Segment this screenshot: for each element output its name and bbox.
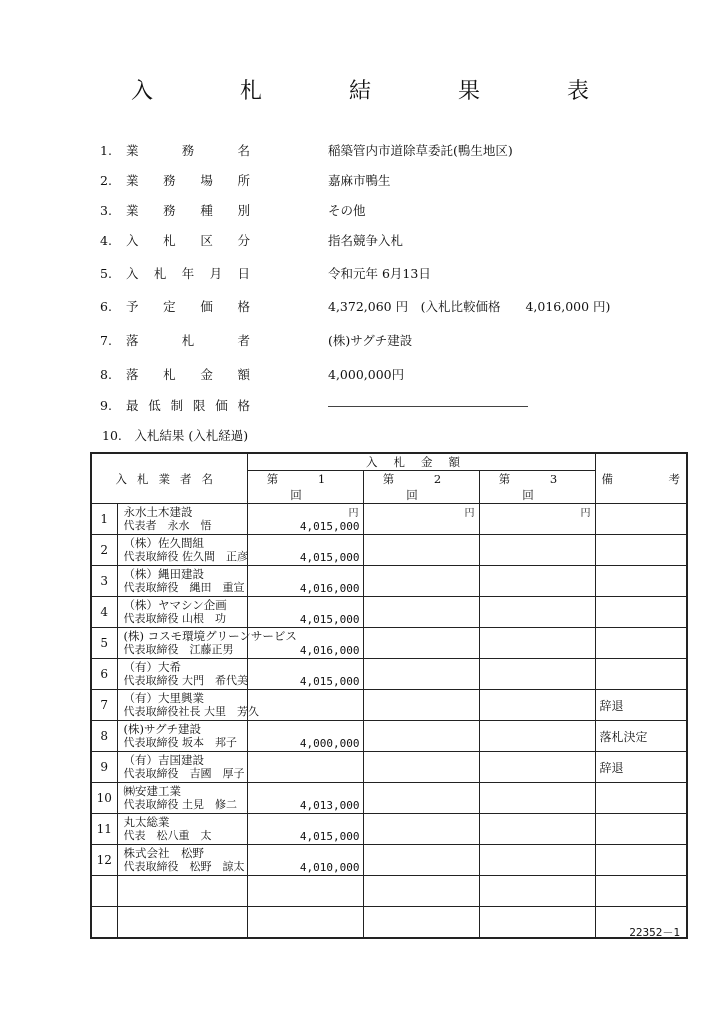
empty-cell [479, 907, 595, 939]
company-name: （株）縄田建設 [123, 567, 204, 581]
header-note: 備考 [595, 453, 687, 504]
result-table-body [91, 504, 687, 939]
note-cell [595, 504, 687, 535]
amount-cell-round-3 [479, 566, 595, 597]
representative: 代表者 永水 悟 [123, 519, 212, 532]
table-row [91, 752, 687, 783]
representative: 代表取締役 大門 希代美 [123, 674, 248, 687]
info-number: 2. [100, 173, 112, 188]
representative: 代表取締役 坂本 邦子 [123, 736, 237, 749]
amount-cell-round-3 [479, 814, 595, 845]
info-number: 6. [100, 299, 112, 314]
empty-cell [363, 907, 479, 939]
info-label-text: 業務種別 [126, 203, 250, 218]
empty-cell [91, 876, 117, 907]
info-label [100, 170, 300, 192]
header-bidder-name: 入札業者名 [91, 453, 247, 504]
bid-amount: 4,015,000 [299, 551, 360, 564]
result-table [90, 452, 688, 939]
bidder-cell [117, 659, 247, 690]
header-round-3: 第 3 回 [479, 471, 595, 504]
info-label-text: 最低制限価格 [126, 398, 250, 413]
company-name: （株）ヤマシン企画 [123, 598, 227, 612]
amount-cell-round-1 [247, 814, 363, 845]
representative: 代表取締役 縄田 重宣 [123, 581, 245, 594]
empty-cell [91, 907, 117, 939]
table-row [91, 535, 687, 566]
amount-cell-round-2 [363, 628, 479, 659]
company-name: （有）大希 [123, 660, 181, 674]
page-title: 入 札 結 果 表 [131, 79, 629, 104]
header-round-2: 第 2 回 [363, 471, 479, 504]
empty-row [91, 907, 687, 939]
info-row [100, 230, 700, 252]
bidder-cell [117, 752, 247, 783]
info-number: 1. [100, 143, 112, 158]
info-number: 9. [100, 398, 112, 413]
amount-cell-round-3 [479, 845, 595, 876]
table-row [91, 845, 687, 876]
info-value: (株)サグチ建設 [328, 333, 413, 348]
company-name: （株）佐久間組 [123, 536, 204, 550]
info-label [100, 330, 300, 352]
representative: 代表取締役 江藤正男 [123, 643, 234, 656]
row-number: 4 [91, 597, 117, 628]
yen-label: 円 [580, 508, 591, 519]
representative: 代表取締役 吉國 厚子 [123, 767, 245, 780]
bid-amount: 4,013,000 [299, 799, 360, 812]
table-row [91, 597, 687, 628]
row-number: 12 [91, 845, 117, 876]
header-bid-amount: 入札金額 [247, 453, 595, 471]
table-row [91, 783, 687, 814]
info-row [100, 140, 700, 162]
row-number: 7 [91, 690, 117, 721]
representative: 代表取締役 松野 諒太 [123, 860, 245, 873]
company-name: 株式会社 松野 [123, 846, 204, 860]
representative: 代表取締役社長 大里 芳久 [123, 705, 259, 718]
amount-cell-round-3 [479, 535, 595, 566]
bidder-cell [117, 845, 247, 876]
info-number: 3. [100, 203, 112, 218]
row-number: 5 [91, 628, 117, 659]
info-value: 指名競争入札 [328, 233, 404, 248]
bidder-cell [117, 566, 247, 597]
empty-cell [117, 907, 247, 939]
table-row [91, 628, 687, 659]
empty-cell [479, 876, 595, 907]
company-name: （有）大里興業 [123, 691, 204, 705]
amount-cell-round-3 [479, 690, 595, 721]
info-number: 7. [100, 333, 112, 348]
note-cell [595, 628, 687, 659]
table-row [91, 721, 687, 752]
amount-cell-round-3 [479, 721, 595, 752]
note-cell [595, 535, 687, 566]
results-label: 10. 入札結果 (入札経過) [102, 428, 249, 443]
bid-amount: 4,010,000 [299, 861, 360, 874]
amount-cell-round-2 [363, 504, 479, 535]
info-value: ―――――――――――――――― [328, 398, 528, 413]
info-label-text: 業務場所 [126, 173, 250, 188]
amount-cell-round-3 [479, 659, 595, 690]
amount-cell-round-2 [363, 535, 479, 566]
bidder-cell [117, 628, 297, 659]
bidder-cell [117, 690, 259, 721]
bid-amount: 4,015,000 [299, 830, 360, 843]
amount-cell-round-3 [479, 597, 595, 628]
bidder-cell [117, 504, 247, 535]
bid-amount: 4,000,000 [299, 737, 360, 750]
info-label [100, 200, 300, 222]
amount-cell-round-2 [363, 659, 479, 690]
info-label-text: 落札金額 [126, 367, 250, 382]
company-name: 永水土木建設 [123, 505, 193, 519]
row-number: 10 [91, 783, 117, 814]
table-row [91, 814, 687, 845]
amount-cell-round-2 [363, 814, 479, 845]
amount-cell-round-2 [363, 566, 479, 597]
table-row [91, 659, 687, 690]
amount-cell-round-1 [247, 504, 363, 535]
bidder-cell [117, 535, 247, 566]
header-round-1: 第 1 回 [247, 471, 363, 504]
info-row [100, 170, 700, 192]
info-number: 8. [100, 367, 112, 382]
note-cell [595, 597, 687, 628]
info-value: その他 [328, 203, 366, 218]
amount-cell-round-1 [247, 690, 363, 721]
info-label-text: 予定価格 [126, 299, 250, 314]
amount-cell-round-1 [247, 659, 363, 690]
info-row [100, 364, 700, 386]
amount-cell-round-1 [247, 535, 363, 566]
bid-amount: 4,015,000 [299, 613, 360, 626]
footer-code: 22352－1 [629, 926, 680, 939]
info-label [100, 395, 300, 417]
amount-cell-round-2 [363, 721, 479, 752]
amount-cell-round-1 [247, 597, 363, 628]
info-label [100, 364, 300, 386]
empty-cell [247, 907, 363, 939]
bid-amount: 4,016,000 [299, 644, 360, 657]
bid-amount: 4,015,000 [299, 675, 360, 688]
row-number: 9 [91, 752, 117, 783]
company-name: ㈱安建工業 [123, 784, 181, 798]
company-name: (株)サグチ建設 [123, 722, 202, 736]
info-row [100, 296, 700, 318]
amount-cell-round-3 [479, 783, 595, 814]
yen-label: 円 [464, 508, 475, 519]
table-row [91, 690, 687, 721]
amount-cell-round-1 [247, 845, 363, 876]
row-number: 2 [91, 535, 117, 566]
representative: 代表取締役 土見 修二 [123, 798, 237, 811]
info-row [100, 263, 700, 285]
amount-cell-round-3 [479, 504, 595, 535]
info-value: 令和元年 6月13日 [328, 266, 431, 281]
amount-cell-round-1 [247, 628, 363, 659]
amount-cell-round-2 [363, 690, 479, 721]
info-value: 4,000,000円 [328, 367, 405, 382]
info-value: 嘉麻市鴨生 [328, 173, 391, 188]
bidder-cell [117, 597, 247, 628]
representative: 代表取締役 佐久間 正彦 [123, 550, 248, 563]
amount-cell-round-1 [247, 566, 363, 597]
bidder-cell [117, 783, 247, 814]
empty-cell [117, 876, 247, 907]
bid-amount: 4,015,000 [299, 520, 360, 533]
empty-cell [595, 876, 687, 907]
info-label [100, 140, 300, 162]
amount-cell-round-1 [247, 752, 363, 783]
row-number: 8 [91, 721, 117, 752]
bidder-cell [117, 721, 247, 752]
info-label-text: 入札年月日 [126, 266, 250, 281]
table-row [91, 566, 687, 597]
info-label [100, 263, 300, 285]
info-number: 5. [100, 266, 112, 281]
empty-cell [247, 876, 363, 907]
info-value: 4,372,060 円 (入札比較価格 4,016,000 円) [328, 299, 611, 314]
table-row [91, 504, 687, 535]
amount-cell-round-2 [363, 597, 479, 628]
info-value: 稲築管内市道除草委託(鴨生地区) [328, 143, 513, 158]
info-label-text: 業務名 [126, 143, 250, 158]
note-cell [595, 845, 687, 876]
company-name: 丸太総業 [123, 815, 170, 829]
bidder-cell [117, 814, 247, 845]
company-name: （有）吉国建設 [123, 753, 204, 767]
row-number: 3 [91, 566, 117, 597]
representative: 代表 松八重 太 [123, 829, 212, 842]
amount-cell-round-2 [363, 783, 479, 814]
empty-row [91, 876, 687, 907]
note-cell [595, 659, 687, 690]
info-label [100, 230, 300, 252]
amount-cell-round-2 [363, 845, 479, 876]
amount-cell-round-3 [479, 752, 595, 783]
amount-cell-round-3 [479, 628, 595, 659]
row-number: 11 [91, 814, 117, 845]
note-cell [595, 566, 687, 597]
info-row [100, 330, 700, 352]
info-row [100, 200, 700, 222]
info-label [100, 296, 300, 318]
info-row [100, 395, 700, 417]
note-cell: 辞退 [595, 690, 687, 721]
note-cell [595, 814, 687, 845]
amount-cell-round-1 [247, 721, 363, 752]
note-cell: 辞退 [595, 752, 687, 783]
info-number: 4. [100, 233, 112, 248]
note-cell: 落札決定 [595, 721, 687, 752]
info-label-text: 入札区分 [126, 233, 250, 248]
amount-cell-round-1 [247, 783, 363, 814]
note-cell [595, 783, 687, 814]
row-number: 1 [91, 504, 117, 535]
representative: 代表取締役 山根 功 [123, 612, 226, 625]
row-number: 6 [91, 659, 117, 690]
company-name: (株) コスモ環境グリーンサービス [123, 629, 297, 643]
info-label-text: 落札者 [126, 333, 250, 348]
yen-label: 円 [348, 508, 359, 519]
amount-cell-round-2 [363, 752, 479, 783]
bid-amount: 4,016,000 [299, 582, 360, 595]
empty-cell [363, 876, 479, 907]
